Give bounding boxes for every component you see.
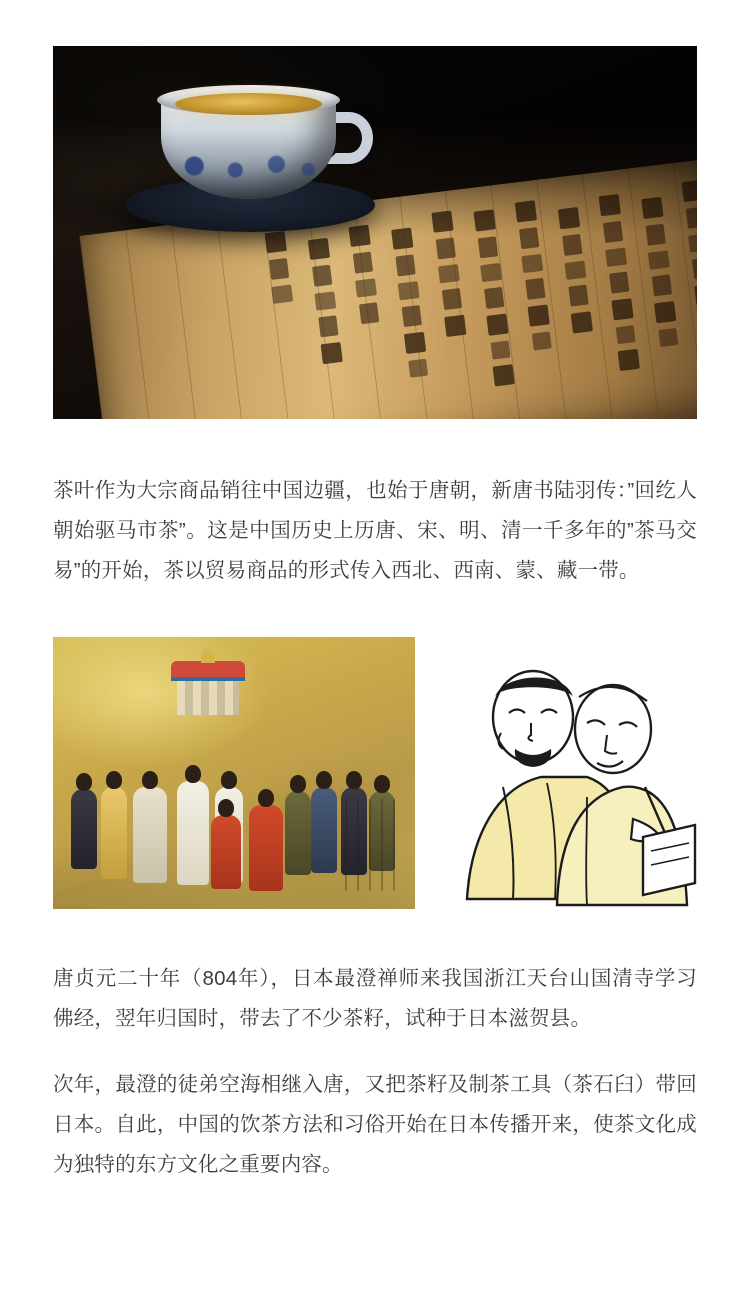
figure-central-white-robe — [177, 781, 209, 885]
text-column — [431, 204, 486, 419]
monk-drawing-svg — [437, 637, 697, 909]
text-column — [347, 214, 402, 419]
page-bottom-spacer — [0, 1185, 750, 1225]
paragraph-tea-horse-trade: 茶叶作为大宗商品销往中国边疆，也始于唐朝，新唐书陆羽传：”回纥人朝始驱马市茶”。这是中国历史上历唐、宋、明、清一千多年的”茶马交易”的开始，茶以贸易商品的形式传入西北、西南、蒙、藏一带。 — [53, 479, 697, 582]
text-column — [389, 209, 444, 419]
article-page — [0, 46, 750, 1293]
figure — [311, 787, 337, 873]
blue-floral-decoration — [169, 149, 327, 183]
figure — [133, 787, 167, 883]
paragraph-saicho-japan: 唐贞元二十年（804年），日本最澄禅师来我国浙江天台山国清寺学习佛经，翌年归国时，带去了不少茶籽，试种于日本滋贺县。 — [53, 967, 697, 1030]
figure — [285, 791, 311, 875]
paragraph-kukai-tea-tools: 次年，最澄的徒弟空海相继入唐，又把茶籽及制茶工具（茶石臼）带回日本。自此，中国的饮茶方法和习俗开始在日本传播开来，使茶文化成为独特的东方文化之重要内容。 — [53, 1073, 697, 1176]
monk-line-drawing — [437, 637, 697, 909]
figure — [71, 789, 97, 869]
text-column — [597, 183, 652, 419]
text-column — [306, 219, 361, 419]
tea-cup-and-ancient-book-photo — [53, 46, 697, 419]
tea-liquid — [175, 93, 322, 115]
text-column — [264, 224, 319, 419]
text-column — [556, 188, 611, 419]
figure-red-robe — [249, 805, 283, 891]
text-column — [514, 194, 569, 419]
text-column — [639, 178, 694, 415]
text-column — [681, 173, 697, 410]
figure-red-robe — [211, 815, 241, 889]
tang-dynasty-court-painting — [53, 637, 415, 909]
painting-inscription — [345, 799, 403, 891]
ceremonial-canopy — [171, 661, 245, 677]
text-column — [472, 199, 527, 419]
image-pair-row — [53, 637, 697, 909]
figure — [101, 787, 127, 879]
